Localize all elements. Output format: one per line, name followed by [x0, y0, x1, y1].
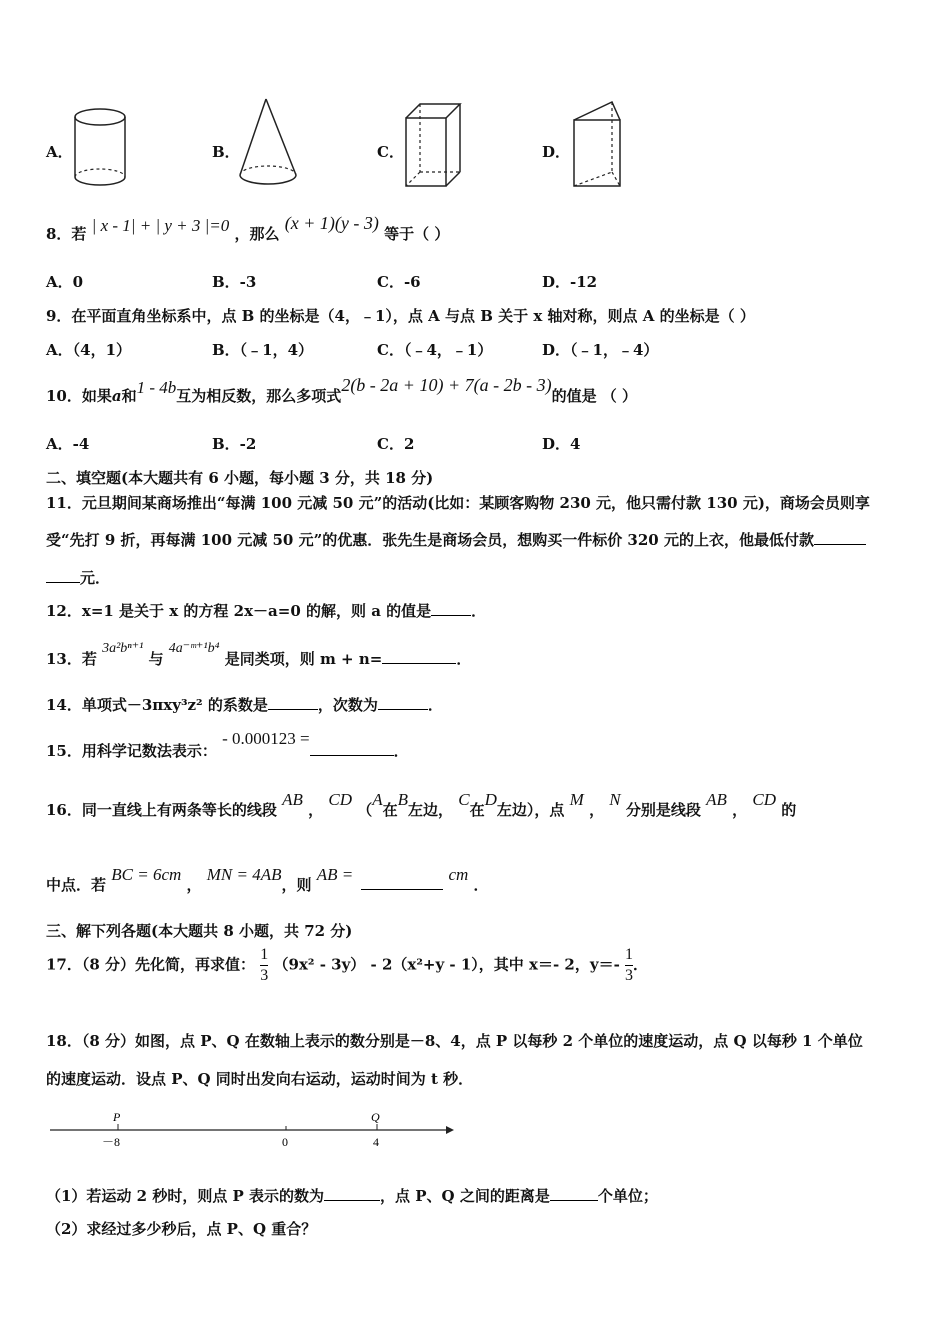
- q8-option-d: D．-12: [542, 273, 598, 291]
- q17-expression: （9x² - 3y） - 2（x²+y - 1），其中 x＝- 2，y＝-: [273, 955, 620, 974]
- question-12: [46, 600, 486, 621]
- axis-tick-0: 0: [282, 1135, 288, 1149]
- q16-de: 的: [781, 801, 797, 819]
- q16-middle: 分别是线段: [625, 801, 701, 819]
- q13-term-2: 4a⁻ᵐ⁺¹b⁴: [168, 641, 220, 656]
- question-8: [46, 213, 450, 244]
- q16-mn-relation: MN = 4AB: [206, 865, 282, 884]
- q16-segment-cd: CD: [328, 790, 352, 809]
- option-d-label: D．: [542, 143, 571, 161]
- q8-option-c: C．-6: [377, 273, 421, 291]
- q13-end: ．: [456, 650, 472, 668]
- q18-distance-blank[interactable]: [550, 1185, 598, 1201]
- q8-condition: | x - 1| + | y + 3 |=0: [91, 216, 230, 235]
- q12-end: ．: [471, 602, 487, 620]
- q16-left-2: 左边），点: [496, 801, 565, 819]
- q17-frac-denominator: 3: [260, 967, 269, 984]
- q16-paren: （: [357, 801, 373, 819]
- q16-at-2: 在: [469, 801, 485, 819]
- q16-answer-blank[interactable]: [361, 874, 443, 890]
- q8-tail: 等于（ ）: [384, 225, 450, 243]
- q14-degree-blank[interactable]: [378, 694, 428, 710]
- axis-tick-4: 4: [373, 1135, 379, 1149]
- q16-number: 16．同一直线上有两条等长的线段: [46, 801, 277, 819]
- q18-sub1-text-c: 个单位；: [597, 1187, 658, 1205]
- q16-ab-equals: AB =: [316, 865, 354, 884]
- axis-tick-minus8: －8: [102, 1135, 121, 1149]
- q15-end: ．: [393, 742, 409, 760]
- q15-answer-blank[interactable]: [310, 740, 394, 756]
- q8-connector: ，那么: [234, 225, 280, 243]
- q14-coefficient-blank[interactable]: [268, 694, 318, 710]
- q16-line-2-start: 中点．若: [46, 876, 107, 894]
- q17-y-numerator: 1: [625, 946, 634, 963]
- question-9: 9．在平面直角坐标系中，点 B 的坐标是（4，﹣1），点 A 与点 B 关于 x 轴对称，则点 A 的坐标是（ ）: [46, 307, 755, 325]
- q17-y-denominator: 3: [625, 967, 634, 984]
- q13-with: 与: [148, 650, 164, 668]
- q8-option-a: A．0: [46, 273, 84, 291]
- q16-unit-cm: cm: [448, 865, 469, 884]
- q18-sub-2: （2）求经过多少秒后，点 P、Q 重合？: [46, 1220, 317, 1238]
- q10-option-d: D．4: [542, 435, 581, 453]
- q16-left-1: 左边，: [408, 801, 454, 819]
- q16-segment-cd-2: CD: [752, 790, 776, 809]
- q11-line-2-text: 受“先打 9 折，再每满 100 元减 50 元”的优惠．张先生是商场会员，想购买一件标价 320 元的上衣，他最低付款: [46, 531, 814, 549]
- q16-then: ，则: [281, 876, 312, 894]
- q13-number: 13．若: [46, 650, 97, 668]
- q16-bc-length: BC = 6cm: [111, 865, 182, 884]
- axis-label-p: P: [113, 1110, 121, 1124]
- q11-line-3: [46, 567, 110, 588]
- triangular-prism-figure: [568, 98, 630, 190]
- q17-number: 17．（8 分）先化简，再求值：: [46, 955, 256, 974]
- q16-point-n: N: [609, 790, 621, 809]
- q12-answer-blank[interactable]: [431, 600, 471, 616]
- number-line-figure: [50, 1106, 455, 1152]
- q18-line-1: 18．（8 分）如图，点 P、Q 在数轴上表示的数分别是－8、4，点 P 以每秒 2 个单位的速度运动，点 Q 以每秒 1 个单位: [46, 1032, 863, 1050]
- q10-middle: 互为相反数，那么多项式: [176, 387, 342, 405]
- q10-number: 10．如果: [46, 387, 112, 405]
- q16-point-a: A: [372, 790, 383, 809]
- q10-option-b: B．-2: [212, 435, 257, 453]
- q11-answer-blank[interactable]: [814, 529, 866, 545]
- q9-option-b: B．（﹣1，4）: [212, 341, 314, 359]
- q10-polynomial: 2(b - 2a + 10) + 7(a - 2b - 3): [341, 375, 552, 395]
- q16-at-1: 在: [382, 801, 398, 819]
- q9-option-a: A．（4，1）: [46, 341, 132, 359]
- q10-tail: 的值是 （ ）: [551, 387, 638, 405]
- option-b-label: B．: [212, 143, 240, 161]
- q18-sub1-text-a: （1）若运动 2 秒时，则点 P 表示的数为: [46, 1187, 325, 1205]
- q15-expression: - 0.000123 =: [222, 729, 310, 748]
- q13-answer-blank[interactable]: [382, 648, 456, 664]
- q16-point-b: B: [397, 790, 409, 809]
- cylinder-figure: [70, 105, 130, 189]
- q11-answer-blank-cont[interactable]: [46, 567, 80, 583]
- question-13: [46, 641, 472, 669]
- q8-expression: (x + 1)(y - 3): [284, 213, 379, 233]
- q14-text: 14．单项式－3πxy³z² 的系数是: [46, 696, 268, 714]
- q14-middle: ，次数为: [317, 696, 378, 714]
- q10-expr-b: 1 - 4b: [136, 378, 177, 397]
- q9-option-c: C．（﹣4，﹣1）: [377, 341, 493, 359]
- q9-option-d: D．（﹣1，﹣4）: [542, 341, 659, 359]
- q12-text: 12．x=1 是关于 x 的方程 2x－a=0 的解，则 a 的值是: [46, 602, 432, 620]
- question-16-line-2: 中点．若 BC = 6cm ， MN = 4AB，则 AB = cm ．: [46, 865, 489, 894]
- question-10: [46, 375, 638, 406]
- q15-text: 15．用科学记数法表示：: [46, 742, 217, 760]
- q16-end: ．: [473, 876, 489, 894]
- q17-frac-numerator: 1: [260, 946, 269, 963]
- q16-point-c: C: [458, 790, 470, 809]
- option-a-label: A．: [46, 143, 73, 161]
- q17-end: ．: [633, 955, 649, 974]
- q11-line-1: 11．元旦期间某商场推出“每满 100 元减 50 元”的活动(比如：某顾客购物 230 元，他只需付款 130 元)，商场会员则享: [46, 494, 870, 512]
- question-17: [46, 945, 648, 986]
- q11-line-2: [46, 529, 866, 550]
- q18-p-value-blank[interactable]: [324, 1185, 380, 1201]
- q16-segment-ab-2: AB: [706, 790, 727, 809]
- q13-term-1: 3a²bⁿ⁺¹: [102, 641, 144, 656]
- q10-var-a: a: [111, 387, 122, 405]
- q16-point-d: D: [484, 790, 497, 809]
- q10-option-a: A．-4: [46, 435, 90, 453]
- cuboid-figure: [402, 100, 464, 192]
- q8-option-b: B．-3: [212, 273, 257, 291]
- section-3-heading: 三、解下列各题(本大题共 8 小题，共 72 分): [46, 922, 353, 940]
- question-16-line-1: 16．同一直线上有两条等长的线段 AB ， CD （A在B左边， C在D左边），点 M ， N 分别是线段 AB ， CD 的: [46, 790, 797, 819]
- q17-fraction: [260, 945, 268, 986]
- q14-end: ．: [427, 696, 443, 714]
- q18-sub1-text-b: ，点 P、Q 之间的距离是: [380, 1187, 550, 1205]
- option-c-label: C．: [377, 143, 404, 161]
- q17-fraction-y: [625, 945, 633, 986]
- q10-option-c: C．2: [377, 435, 415, 453]
- q8-number: 8．若: [46, 225, 87, 243]
- q18-sub-1: [46, 1185, 658, 1206]
- q10-and: 和: [121, 387, 137, 405]
- cone-figure: [236, 95, 300, 191]
- section-2-heading: 二、填空题(本大题共有 6 小题，每小题 3 分，共 18 分): [46, 469, 434, 487]
- q13-tail: 是同类项，则 m + n=: [224, 650, 383, 668]
- question-14: [46, 694, 443, 715]
- q16-segment-ab: AB: [282, 790, 303, 809]
- question-15: [46, 729, 409, 761]
- axis-label-q: Q: [371, 1110, 380, 1124]
- q18-line-2: 的速度运动．设点 P、Q 同时出发向右运动，运动时间为 t 秒．: [46, 1070, 474, 1088]
- q11-line-3-text: 元．: [80, 569, 111, 587]
- q16-point-m: M: [569, 790, 584, 809]
